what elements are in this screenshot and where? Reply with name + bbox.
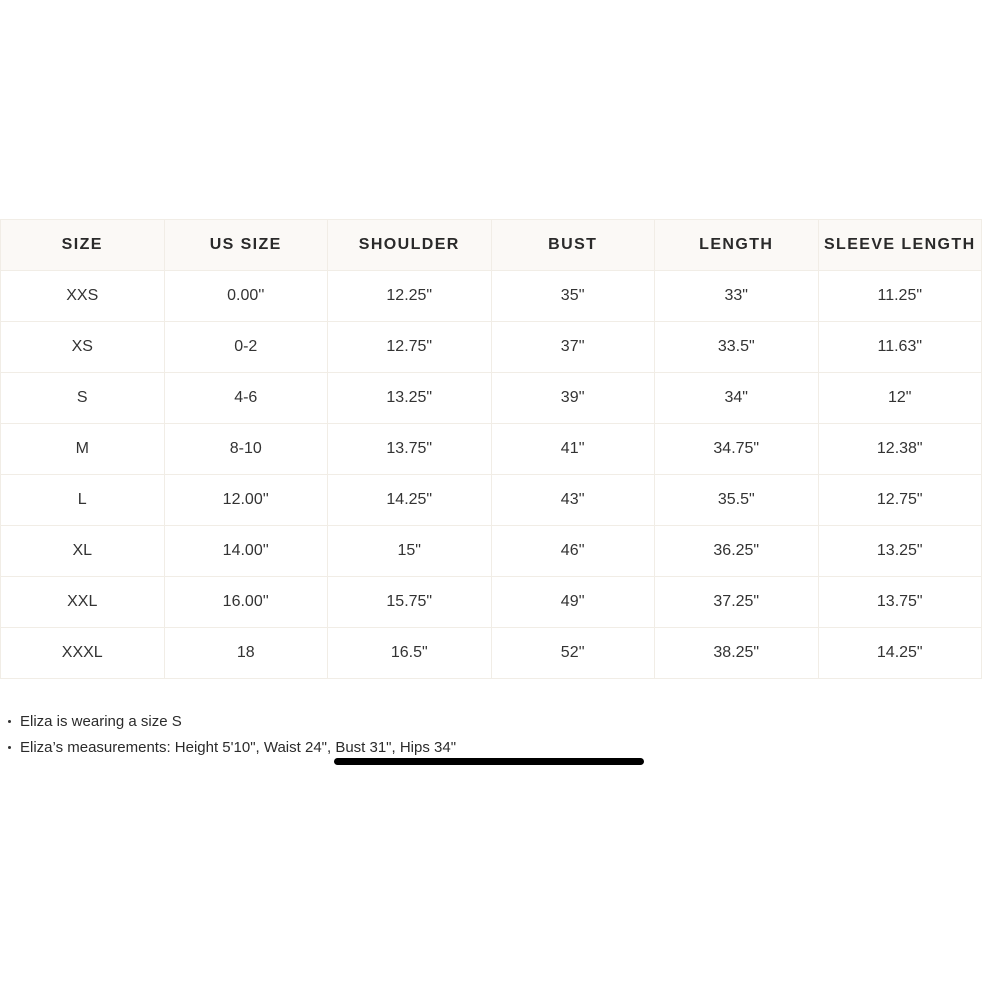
size-chart-table (0, 219, 982, 679)
bullet-icon (8, 746, 11, 749)
table-cell: 34" (655, 373, 819, 424)
table-cell: 14.25" (818, 628, 982, 679)
table-cell: 18 (164, 628, 328, 679)
table-cell: 14.25" (328, 475, 492, 526)
table-cell: 12.75" (328, 322, 492, 373)
header-size: SIZE (1, 220, 165, 271)
table-cell: 11.25" (818, 271, 982, 322)
table-cell: 12.00'' (164, 475, 328, 526)
table-cell: XXL (1, 577, 165, 628)
table-cell: 0.00'' (164, 271, 328, 322)
model-notes-list (8, 708, 456, 760)
table-cell: 33.5" (655, 322, 819, 373)
header-shoulder: SHOULDER (328, 220, 492, 271)
table-row (1, 475, 982, 526)
table-cell: 43'' (491, 475, 655, 526)
table-cell: 35'' (491, 271, 655, 322)
table-row (1, 271, 982, 322)
table-row (1, 628, 982, 679)
table-cell: 39'' (491, 373, 655, 424)
table-cell: M (1, 424, 165, 475)
table-cell: 14.00'' (164, 526, 328, 577)
table-cell: XXXL (1, 628, 165, 679)
table-cell: 33" (655, 271, 819, 322)
home-indicator-bar[interactable] (334, 758, 644, 765)
table-cell: 13.25" (328, 373, 492, 424)
table-cell: 15" (328, 526, 492, 577)
header-sleeve-length: SLEEVE LENGTH (818, 220, 982, 271)
table-row (1, 322, 982, 373)
table-cell: 15.75" (328, 577, 492, 628)
table-cell: 8-10 (164, 424, 328, 475)
table-row (1, 577, 982, 628)
table-cell: 37'' (491, 322, 655, 373)
table-cell: 12.38" (818, 424, 982, 475)
header-length: LENGTH (655, 220, 819, 271)
table-cell: L (1, 475, 165, 526)
table-cell: 13.25" (818, 526, 982, 577)
table-cell: 16.00'' (164, 577, 328, 628)
note-text: Eliza is wearing a size S (20, 712, 182, 730)
table-cell: S (1, 373, 165, 424)
table-cell: 11.63" (818, 322, 982, 373)
list-item (8, 734, 456, 760)
table-cell: 52'' (491, 628, 655, 679)
table-cell: 37.25" (655, 577, 819, 628)
table-cell: 36.25" (655, 526, 819, 577)
header-bust: BUST (491, 220, 655, 271)
table-row (1, 526, 982, 577)
table-cell: XS (1, 322, 165, 373)
table-cell: XL (1, 526, 165, 577)
table-header-row (1, 220, 982, 271)
table-cell: 13.75" (818, 577, 982, 628)
table-cell: 0-2 (164, 322, 328, 373)
table-row (1, 373, 982, 424)
note-text: Eliza’s measurements: Height 5'10", Waist 24", Bust 31", Hips 34" (20, 738, 457, 756)
table-cell: 46'' (491, 526, 655, 577)
header-us-size: US SIZE (164, 220, 328, 271)
table-cell: 16.5" (328, 628, 492, 679)
table-cell: 41'' (491, 424, 655, 475)
table-cell: 49'' (491, 577, 655, 628)
table-cell: XXS (1, 271, 165, 322)
table-row (1, 424, 982, 475)
table-cell: 12.25" (328, 271, 492, 322)
table-cell: 4-6 (164, 373, 328, 424)
table-cell: 38.25" (655, 628, 819, 679)
table-cell: 34.75" (655, 424, 819, 475)
bullet-icon (8, 720, 11, 723)
table-cell: 12" (818, 373, 982, 424)
table-cell: 35.5" (655, 475, 819, 526)
table-cell: 12.75" (818, 475, 982, 526)
list-item (8, 708, 456, 734)
table-cell: 13.75" (328, 424, 492, 475)
